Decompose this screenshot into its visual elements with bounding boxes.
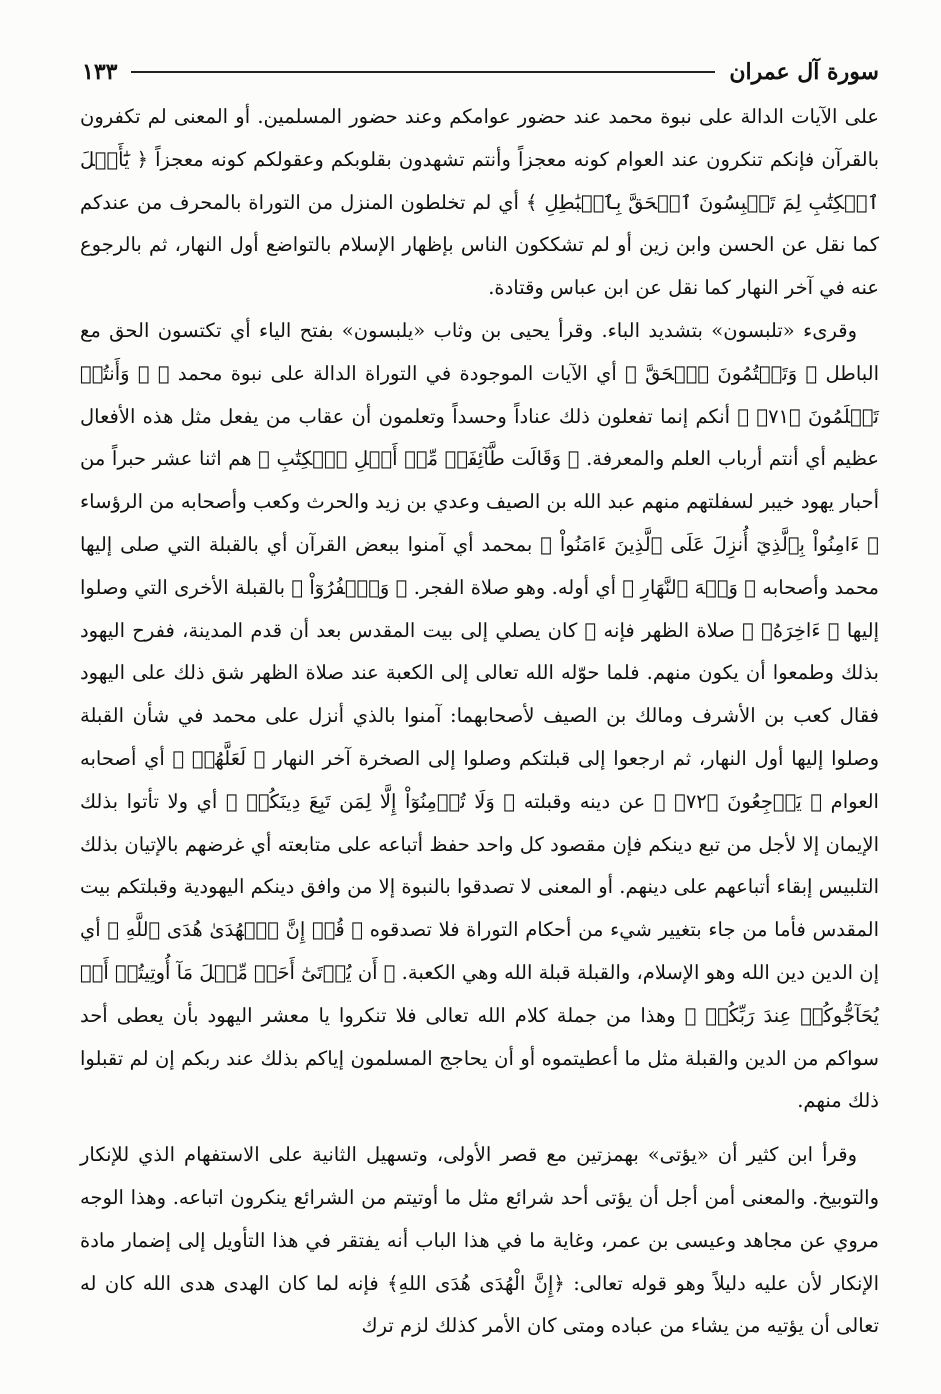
page-body (80, 96, 879, 1348)
surah-title: سورة آل عمران (729, 59, 879, 85)
page-number: ١٣٣ (82, 59, 118, 85)
page-header (82, 52, 879, 92)
header-rule (131, 71, 715, 73)
paragraph: وقرأ ابن كثير أن «يؤتى» بهمزتين مع قصر الأولى، وتسهيل الثانية على الاستفهام الذي للإنكار والتوبيخ. والمعنى أمن أجل أن يؤتى أحد شرائع مثل ما أوتيتم من الشرائع ينكرون اتباعه. وهذا الوجه مروي عن مجاهد وعيسى بن عمر، وغاية ما في هذا الباب أنه يفتقر في هذا التأويل إلى إضمار مادة الإنكار لأن عليه دليلاً وهو قوله تعالى: ﴿إِنَّ الْهُدَى هُدَى اللهِ﴾ فإنه لما كان الهدى هدى الله كان له تعالى أن يؤتيه من يشاء من عباده ومتى كان الأمر كذلك لزم ترك (80, 1143, 879, 1338)
paragraph: وقرىء «تلبسون» بتشديد الباء. وقرأ يحيى بن وثاب «يلبسون» بفتح الياء أي تكتسون الحق مع الباطل ﴿ وَتَكۡتُمُونَ ٱلۡحَقَّ ﴾ أي الآيات الموجودة في التوراة الدالة على نبوة محمد ﷺ ﴿ وَأَنتُمۡ تَعۡلَمُونَ ﴿٧١﴾ ﴾ أنكم إنما تفعلون ذلك عناداً وحسداً وتعلمون أن عقاب من يفعل مثل هذه الأفعال عظيم أي أنتم أرباب العلم والمعرفة. ﴿ وَقَالَت طَّآئِفَةٞ مِّنۡ أَهۡلِ ٱلۡكِتَٰبِ ﴾ هم اثنا عشر حبراً من أحبار يهود خيبر لسفلتهم منهم عبد الله بن الصيف وعدي بن زيد والحرث وكعب وأصحابه من الرؤساء ﴿ ءَامِنُواْ بِٱلَّذِيٓ أُنزِلَ عَلَى ٱلَّذِينَ ءَامَنُواْ ﴾ بمحمد أي آمنوا ببعض القرآن أي بالقبلة التي صلى إليها محمد وأصحابه ﴿ وَجۡهَ ٱلنَّهَارِ ﴾ أي أوله. وهو صلاة الفجر. ﴿ وَٱكۡفُرُوٓاْ ﴾ بالقبلة الأخرى التي وصلوا إليها ﴿ ءَاخِرَهُۥ ﴾ صلاة الظهر فإنه ﷺ كان يصلي إلى بيت المقدس بعد أن قدم المدينة، ففرح اليهود بذلك وطمعوا أن يكون منهم. فلما حوّله الله تعالى إلى الكعبة عند صلاة الظهر شق ذلك على اليهود فقال كعب بن الأشرف ومالك بن الصيف لأصحابهما: آمنوا بالذي أنزل على محمد في شأن القبلة وصلوا إليها أول النهار، ثم ارجعوا إلى قبلتكم وصلوا إلى الصخرة آخر النهار ﴿ لَعَلَّهُمۡ ﴾ أي أصحابه العوام ﴿ يَرۡجِعُونَ ﴿٧٢﴾ ﴾ عن دينه وقبلته ﴿ وَلَا تُؤۡمِنُوٓاْ إِلَّا لِمَن تَبِعَ دِينَكُمۡ ﴾ أي ولا تأتوا بذلك الإيمان إلا لأجل من تبع دينكم فإن مقصود كل واحد حفظ أتباعه على متابعته أي غرضهم بالإتيان بذلك التلبيس إبقاء أتباعهم على دينهم. أو المعنى لا تصدقوا بالنبوة إلا من وافق دينكم اليهودية وقبلتكم بيت المقدس فأما من جاء بتغيير شيء من أحكام التوراة فلا تصدقوه ﴿ قُلۡ إِنَّ ٱلۡهُدَىٰ هُدَى ٱللَّهِ ﴾ أي إن الدين دين الله وهو الإسلام، والقبلة قبلة الله وهي الكعبة. ﴿ أَن يُؤۡتَىٰٓ أَحَدٞ مِّثۡلَ مَآ أُوتِيتُمۡ أَوۡ يُحَآجُّوكُمۡ عِندَ رَبِّكُمۡ ﴾ وهذا من جملة كلام الله تعالى فلا تنكروا يا معشر اليهود بأن يعطى أحد سواكم من الدين والقبلة مثل ما أعطيتموه أو أن يحاجج المسلمون إياكم بذلك عند ربكم إن لم تقبلوا ذلك منهم. (79, 318, 879, 1113)
paragraph: على الآيات الدالة على نبوة محمد عند حضور عوامكم وعند حضور المسلمين. أو المعنى لم تكفرون بالقرآن فإنكم تنكرون عند العوام كونه معجزاً وأنتم تشهدون بقلوبكم وعقولكم كونه معجزاً ﴿ يَٰٓأَهۡلَ ٱلۡكِتَٰبِ لِمَ تَلۡبِسُونَ ٱلۡحَقَّ بِٱلۡبَٰطِلِ ﴾ أي لم تخلطون المنزل من التوراة بالمحرف من عندكم كما نقل عن الحسن وابن زين أو لم تشككون الناس بإظهار الإسلام بالتواضع أول النهار، ثم بالرجوع عنه في آخر النهار كما نقل عن ابن عباس وقتادة. (80, 105, 879, 300)
